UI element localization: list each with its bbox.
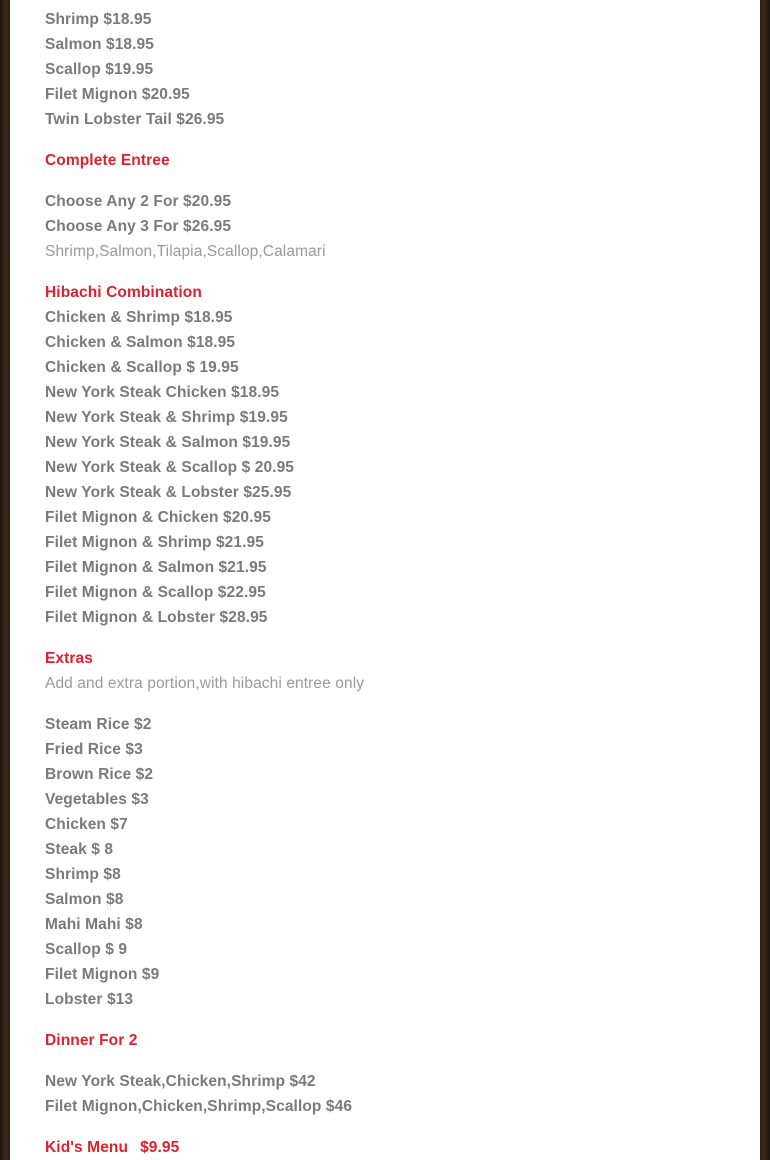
menu-item: New York Steak Chicken $18.95 — [45, 384, 280, 401]
section-heading-dinner-for-2: Dinner For 2 — [45, 1032, 138, 1049]
menu-item: Filet Mignon & Chicken $20.95 — [45, 509, 271, 526]
menu-item: Shrimp $8 — [45, 866, 121, 883]
section-heading-complete-entree: Complete Entree — [45, 152, 170, 169]
menu-content — [45, 0, 735, 1160]
menu-item: Filet Mignon,Chicken,Shrimp,Scallop $46 — [45, 1098, 353, 1115]
section-note: Shrimp,Salmon,Tilapia,Scallop,Calamari — [45, 243, 326, 260]
menu-item: Shrimp $18.95 — [45, 11, 152, 28]
menu-item: Filet Mignon $20.95 — [45, 86, 190, 103]
section-note: Add and extra portion,with hibachi entree only — [45, 675, 365, 692]
menu-item-partial — [45, 0, 735, 7]
menu-item: New York Steak & Shrimp $19.95 — [45, 409, 288, 426]
menu-item: New York Steak & Lobster $25.95 — [45, 484, 292, 501]
menu-item: Chicken $7 — [45, 816, 128, 833]
menu-item: Salmon $18.95 — [45, 36, 154, 53]
menu-item: Salmon $8 — [45, 891, 124, 908]
menu-item: Filet Mignon $9 — [45, 966, 160, 983]
menu-item: Brown Rice $2 — [45, 766, 154, 783]
kids-menu-price: $9.95 — [140, 1139, 180, 1156]
menu-item: Choose Any 3 For $26.95 — [45, 218, 232, 235]
menu-item: Steak $ 8 — [45, 841, 114, 858]
menu-item: Scallop $ 9 — [45, 941, 128, 958]
section-heading-extras: Extras — [45, 650, 93, 667]
menu-item: New York Steak,Chicken,Shrimp $42 — [45, 1073, 316, 1090]
menu-item: Chicken & Scallop $ 19.95 — [45, 359, 239, 376]
menu-item: Filet Mignon & Lobster $28.95 — [45, 609, 268, 626]
menu-item: Fried Rice $3 — [45, 741, 143, 758]
menu-item: Choose Any 2 For $20.95 — [45, 193, 232, 210]
menu-panel — [10, 0, 760, 1160]
menu-item: Twin Lobster Tail $26.95 — [45, 111, 225, 128]
menu-item: Lobster $13 — [45, 991, 134, 1008]
menu-item: Chicken & Salmon $18.95 — [45, 334, 236, 351]
menu-item: New York Steak & Salmon $19.95 — [45, 434, 291, 451]
kids-menu-title: Kid's Menu — [45, 1139, 129, 1156]
menu-item: Filet Mignon & Shrimp $21.95 — [45, 534, 264, 551]
menu-item: Filet Mignon & Scallop $22.95 — [45, 584, 266, 601]
section-heading-kids-menu — [45, 1135, 735, 1160]
left-border — [0, 0, 10, 1160]
menu-item: Scallop $19.95 — [45, 61, 154, 78]
menu-item: Chicken & Shrimp $18.95 — [45, 309, 233, 326]
menu-item: New York Steak & Scallop $ 20.95 — [45, 459, 295, 476]
right-border — [760, 0, 770, 1160]
menu-item: Steam Rice $2 — [45, 716, 152, 733]
menu-item: Mahi Mahi $8 — [45, 916, 143, 933]
menu-item: Vegetables $3 — [45, 791, 149, 808]
menu-item: Filet Mignon & Salmon $21.95 — [45, 559, 267, 576]
section-heading-hibachi-combination: Hibachi Combination — [45, 284, 202, 301]
